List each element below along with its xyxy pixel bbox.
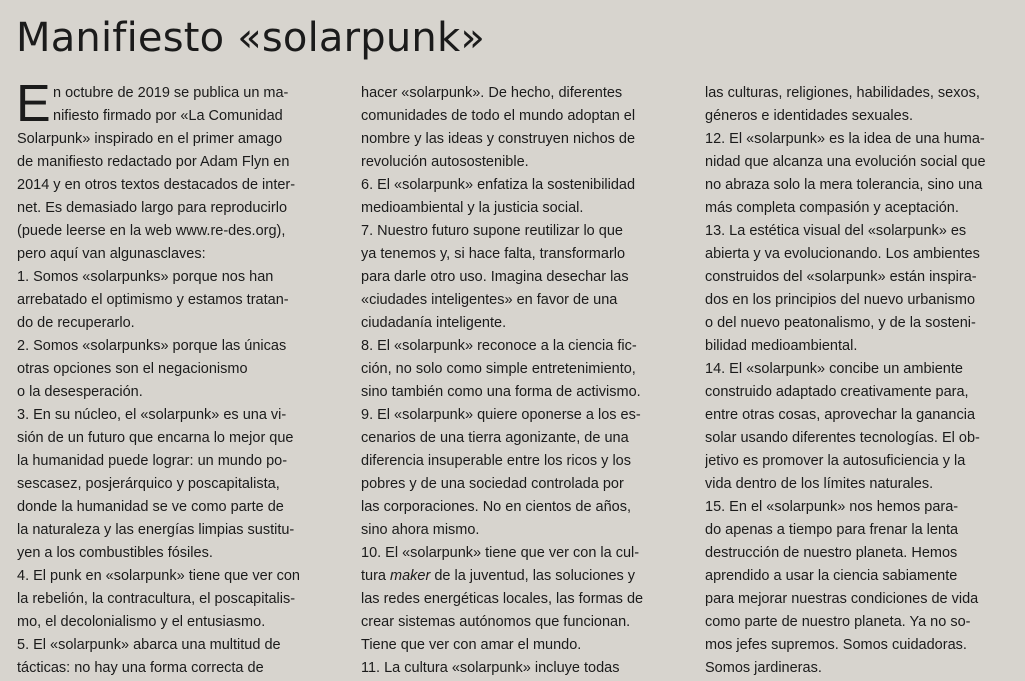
text-line: Solarpunk» inspirado en el primer amago (17, 131, 283, 147)
text-line: 6. El «solarpunk» enfatiza la sostenibilidad (361, 177, 636, 193)
text-line: arrebatado el optimismo y estamos tratan- (17, 292, 289, 308)
text-line: construidos del «solarpunk» están inspira- (705, 269, 977, 285)
text-line: la naturaleza y las energías limpias sustitu- (17, 522, 295, 538)
text-line: la rebelión, la contracultura, el poscapitalis- (17, 591, 296, 607)
text-line: aprendido a usar la ciencia sabiamente (705, 568, 958, 584)
text-line: 5. El «solarpunk» abarca una multitud de (17, 637, 281, 653)
text-line: mo, el decolonialismo y el entusiasmo. (17, 614, 266, 630)
text-line: dos en los principios del nuevo urbanismo (705, 292, 976, 308)
text-line: géneros e identidades sexuales. (705, 108, 913, 124)
article-title: Manifiesto «solarpunk» (16, 15, 485, 61)
column-3 (705, 82, 1017, 680)
text-line: 8. El «solarpunk» reconoce a la ciencia fic- (361, 338, 637, 354)
text-line: sino también como una forma de activismo. (361, 384, 641, 400)
text-line: para darle otro uso. Imagina desechar las (361, 269, 629, 285)
text-line: o del nuevo peatonalismo, y de la sosteni- (705, 315, 976, 331)
text-line: ciudadanía inteligente. (361, 315, 507, 331)
text-line: hacer «solarpunk». De hecho, diferentes (361, 85, 623, 101)
text-line: 15. En el «solarpunk» nos hemos para- (705, 499, 959, 515)
text-line: las redes energéticas locales, las formas de (361, 591, 644, 607)
text-line: (puede leerse en la web www.re-des.org), (17, 223, 286, 239)
text-line: como parte de nuestro planeta. Ya no so- (705, 614, 971, 630)
text-line: nifiesto firmado por «La Comunidad (53, 108, 283, 124)
text-line: comunidades de todo el mundo adoptan el (361, 108, 636, 124)
text-line: 2. Somos «solarpunks» porque las únicas (17, 338, 287, 354)
text-line: 12. El «solarpunk» es la idea de una huma- (705, 131, 985, 147)
dropcap-paragraph (16, 75, 329, 133)
text-line: destrucción de nuestro planeta. Hemos (705, 545, 958, 561)
text-line: más completa compasión y aceptación. (705, 200, 959, 216)
text-line: 4. El punk en «solarpunk» tiene que ver con (17, 568, 300, 584)
text-line: mos jefes supremos. Somos cuidadoras. (705, 637, 967, 653)
text-line: medioambiental y la justicia social. (361, 200, 584, 216)
maker-italic: maker (390, 568, 431, 584)
text-line: vida dentro de los límites naturales. (705, 476, 934, 492)
text-line: ya tenemos y, si hace falta, transformarlo (361, 246, 626, 262)
text-line: otras opciones son el negacionismo (17, 361, 248, 377)
text-line: Tiene que ver con amar el mundo. (361, 637, 582, 653)
text-line: 11. La cultura «solarpunk» incluye todas (361, 660, 620, 676)
text-line: para mejorar nuestras condiciones de vida (705, 591, 979, 607)
text-line: nombre y las ideas y construyen nichos de (361, 131, 636, 147)
text-line: o la desesperación. (17, 384, 143, 400)
text-line: 9. El «solarpunk» quiere oponerse a los es- (361, 407, 641, 423)
column-1 (16, 75, 329, 680)
text-line: no abraza solo la mera tolerancia, sino una (705, 177, 983, 193)
text-line: jetivo es promover la autosuficiencia y la (705, 453, 966, 469)
text-line: sino ahora mismo. (361, 522, 480, 538)
text-line: 10. El «solarpunk» tiene que ver con la cul- (361, 545, 640, 561)
text-line: de manifiesto redactado por Adam Flyn en (17, 154, 290, 170)
text-line: ción, no solo como simple entretenimiento, (361, 361, 636, 377)
dropcap-letter: E (16, 75, 51, 133)
text-line: Somos jardineras. (705, 660, 822, 676)
text-line: do apenas a tiempo para frenar la lenta (705, 522, 959, 538)
text-line: 1. Somos «solarpunks» porque nos han (17, 269, 274, 285)
text-line: abierta y va evolucionando. Los ambientes (705, 246, 980, 262)
text-line: do de recuperarlo. (17, 315, 135, 331)
text-line: solar usando diferentes tecnologías. El ob- (705, 430, 980, 446)
text-line-maker: tura maker de la juventud, las soluciones y (361, 568, 636, 584)
column-2 (361, 82, 673, 680)
text-line: nidad que alcanza una evolución social que (705, 154, 986, 170)
text-line: «ciudades inteligentes» en favor de una (361, 292, 618, 308)
text-line: cenarios de una tierra agonizante, de una (361, 430, 629, 446)
text-line: las culturas, religiones, habilidades, sexos, (705, 85, 980, 101)
text-line: pero aquí van algunasclaves: (17, 246, 206, 262)
text-line: tácticas: no hay una forma correcta de (17, 660, 264, 676)
text-line: n octubre de 2019 se publica un ma- (53, 85, 289, 101)
text-line: entre otras cosas, aprovechar la ganancia (705, 407, 976, 423)
text-line: crear sistemas autónomos que funcionan. (361, 614, 631, 630)
text-line: net. Es demasiado largo para reproducirlo (17, 200, 288, 216)
text-line: 14. El «solarpunk» concibe un ambiente (705, 361, 963, 377)
text-line: sión de un futuro que encarna lo mejor que (17, 430, 294, 446)
text-line: construido adaptado creativamente para, (705, 384, 969, 400)
text-line: 2014 y en otros textos destacados de inter- (17, 177, 296, 193)
text-line: pobres y de una sociedad controlada por (361, 476, 624, 492)
text-line: 3. En su núcleo, el «solarpunk» es una vi- (17, 407, 287, 423)
text-line: revolución autosostenible. (361, 154, 529, 170)
text-line: la humanidad puede lograr: un mundo po- (17, 453, 288, 469)
text-line: bilidad medioambiental. (705, 338, 858, 354)
text-line: 7. Nuestro futuro supone reutilizar lo que (361, 223, 623, 239)
text-line: yen a los combustibles fósiles. (17, 545, 213, 561)
text-line: sescasez, posjerárquico y poscapitalista, (17, 476, 280, 492)
text-line: donde la humanidad se ve como parte de (17, 499, 284, 515)
text-line: diferencia insuperable entre los ricos y los (361, 453, 631, 469)
text-line: 13. La estética visual del «solarpunk» es (705, 223, 967, 239)
text-line: las corporaciones. No en cientos de años, (361, 499, 632, 515)
